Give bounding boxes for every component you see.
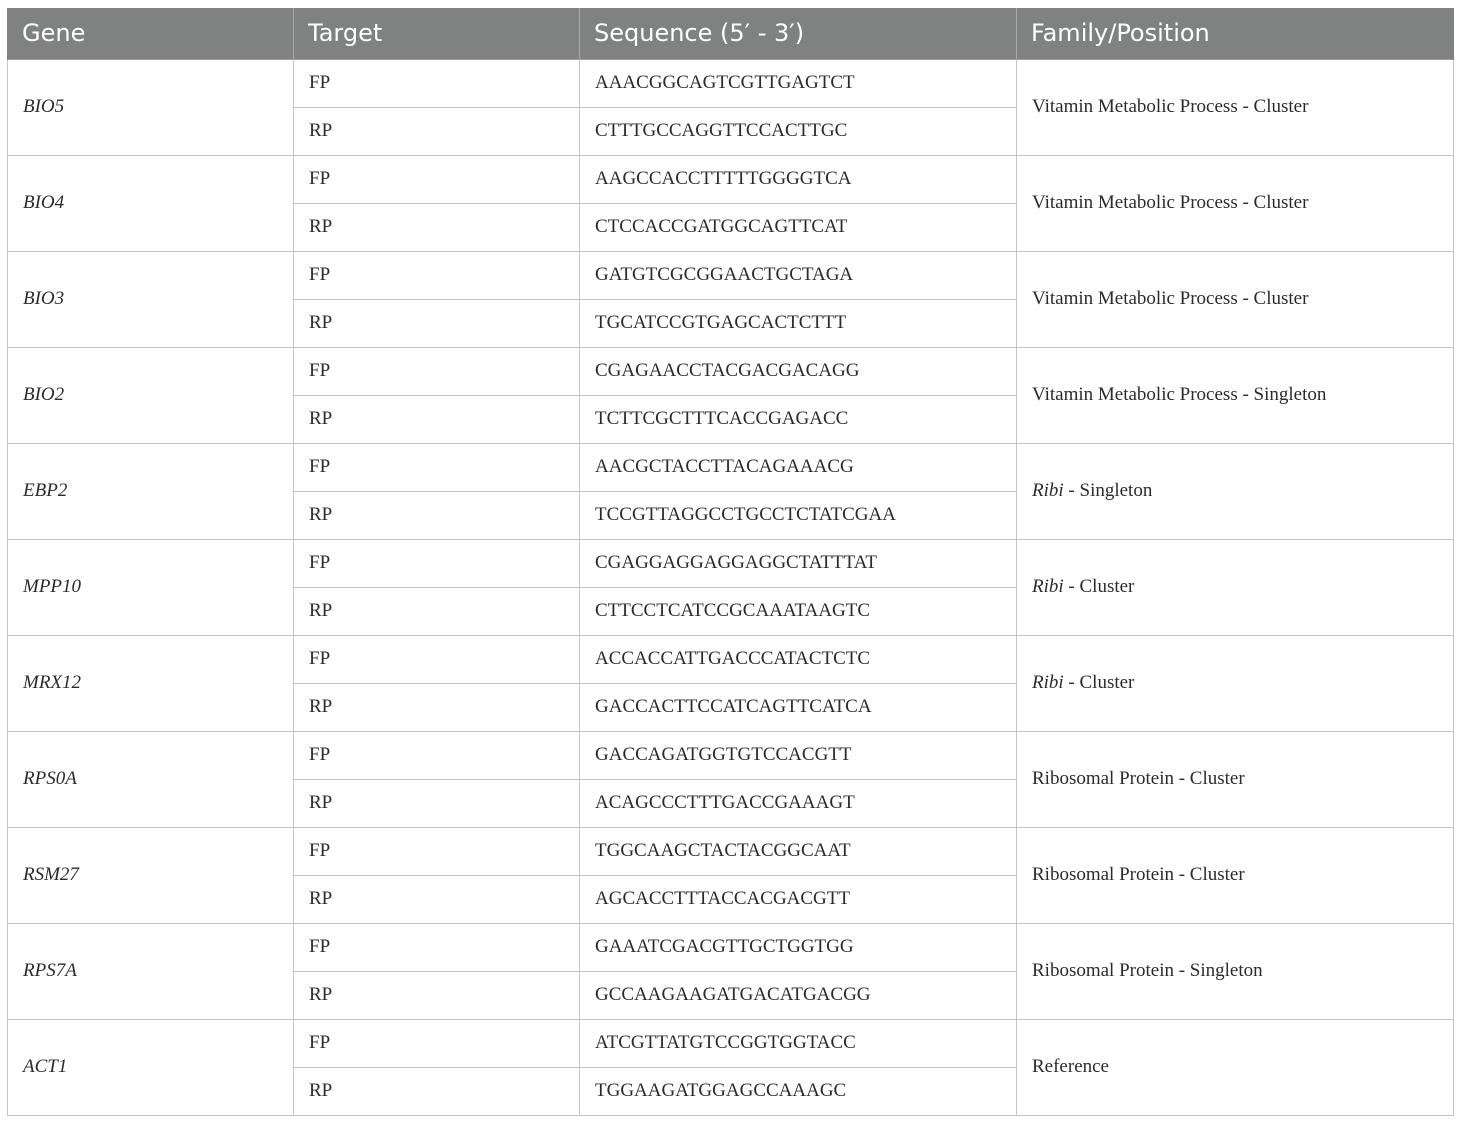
target-cell: FP xyxy=(294,539,580,587)
family-italic-text: Ribi xyxy=(1032,672,1064,693)
sequence-cell: CGAGGAGGAGGAGGCTATTTAT xyxy=(580,539,1017,587)
sequence-cell: GCCAAGAAGATGACATGACGG xyxy=(580,971,1017,1019)
family-position-cell xyxy=(1017,923,1454,1019)
header-sequence: Sequence (5′ - 3′) xyxy=(580,8,1017,59)
family-text: Ribosomal Protein - Cluster xyxy=(1032,864,1245,885)
sequence-cell: TGCATCCGTGAGCACTCTTT xyxy=(580,299,1017,347)
target-cell: RP xyxy=(294,107,580,155)
family-text: Ribosomal Protein - Singleton xyxy=(1032,960,1263,981)
family-position-cell xyxy=(1017,155,1454,251)
target-cell: RP xyxy=(294,1067,580,1115)
gene-cell: RSM27 xyxy=(8,827,294,923)
table-header xyxy=(8,8,1454,59)
sequence-cell: CGAGAACCTACGACGACAGG xyxy=(580,347,1017,395)
table-row-fp xyxy=(8,59,1454,107)
target-cell: RP xyxy=(294,299,580,347)
family-position-cell xyxy=(1017,59,1454,155)
sequence-cell: CTTCCTCATCCGCAAATAAGTC xyxy=(580,587,1017,635)
sequence-cell: CTCCACCGATGGCAGTTCAT xyxy=(580,203,1017,251)
table-row-fp xyxy=(8,827,1454,875)
family-position-cell xyxy=(1017,635,1454,731)
header-target: Target xyxy=(294,8,580,59)
header-row xyxy=(8,8,1454,59)
family-position-cell xyxy=(1017,347,1454,443)
family-italic-text: Ribi xyxy=(1032,480,1064,501)
table-row-fp xyxy=(8,347,1454,395)
target-cell: FP xyxy=(294,59,580,107)
family-position-cell xyxy=(1017,443,1454,539)
table-row-fp xyxy=(8,251,1454,299)
table-row-fp xyxy=(8,923,1454,971)
gene-cell: MRX12 xyxy=(8,635,294,731)
sequence-cell: GACCACTTCCATCAGTTCATCA xyxy=(580,683,1017,731)
gene-cell: BIO2 xyxy=(8,347,294,443)
target-cell: RP xyxy=(294,203,580,251)
sequence-cell: TGGCAAGCTACTACGGCAAT xyxy=(580,827,1017,875)
family-position-cell xyxy=(1017,827,1454,923)
primer-table xyxy=(7,8,1454,1116)
target-cell: FP xyxy=(294,731,580,779)
table-row-fp xyxy=(8,731,1454,779)
sequence-cell: GAAATCGACGTTGCTGGTGG xyxy=(580,923,1017,971)
gene-cell: BIO5 xyxy=(8,59,294,155)
gene-cell: BIO3 xyxy=(8,251,294,347)
sequence-cell: GATGTCGCGGAACTGCTAGA xyxy=(580,251,1017,299)
table-row-fp xyxy=(8,443,1454,491)
target-cell: RP xyxy=(294,875,580,923)
family-text: - Singleton xyxy=(1063,480,1153,501)
table-row-fp xyxy=(8,635,1454,683)
gene-cell: RPS7A xyxy=(8,923,294,1019)
family-position-cell xyxy=(1017,1019,1454,1115)
target-cell: RP xyxy=(294,971,580,1019)
family-text: Vitamin Metabolic Process - Cluster xyxy=(1032,192,1309,213)
target-cell: FP xyxy=(294,827,580,875)
target-cell: RP xyxy=(294,683,580,731)
sequence-cell: ACAGCCCTTTGACCGAAAGT xyxy=(580,779,1017,827)
family-text: Vitamin Metabolic Process - Singleton xyxy=(1032,384,1327,405)
family-text: Ribosomal Protein - Cluster xyxy=(1032,768,1245,789)
header-gene: Gene xyxy=(8,8,294,59)
target-cell: RP xyxy=(294,395,580,443)
table-row-fp xyxy=(8,155,1454,203)
target-cell: RP xyxy=(294,587,580,635)
target-cell: FP xyxy=(294,443,580,491)
family-text: - Cluster xyxy=(1063,672,1135,693)
family-position-cell xyxy=(1017,731,1454,827)
gene-cell: ACT1 xyxy=(8,1019,294,1115)
sequence-cell: ATCGTTATGTCCGGTGGTACC xyxy=(580,1019,1017,1067)
target-cell: FP xyxy=(294,251,580,299)
target-cell: FP xyxy=(294,635,580,683)
table-row-fp xyxy=(8,539,1454,587)
family-position-cell xyxy=(1017,251,1454,347)
gene-cell: MPP10 xyxy=(8,539,294,635)
target-cell: FP xyxy=(294,1019,580,1067)
target-cell: FP xyxy=(294,347,580,395)
target-cell: FP xyxy=(294,155,580,203)
sequence-cell: GACCAGATGGTGTCCACGTT xyxy=(580,731,1017,779)
target-cell: FP xyxy=(294,923,580,971)
gene-cell: EBP2 xyxy=(8,443,294,539)
sequence-cell: TCTTCGCTTTCACCGAGACC xyxy=(580,395,1017,443)
sequence-cell: AAGCCACCTTTTTGGGGTCA xyxy=(580,155,1017,203)
family-italic-text: Ribi xyxy=(1032,576,1064,597)
family-text: Reference xyxy=(1032,1056,1109,1077)
sequence-cell: TCCGTTAGGCCTGCCTCTATCGAA xyxy=(580,491,1017,539)
gene-cell: RPS0A xyxy=(8,731,294,827)
table-body xyxy=(8,59,1454,1115)
target-cell: RP xyxy=(294,779,580,827)
family-text: Vitamin Metabolic Process - Cluster xyxy=(1032,96,1309,117)
sequence-cell: ACCACCATTGACCCATACTCTC xyxy=(580,635,1017,683)
header-family-position: Family/Position xyxy=(1017,8,1454,59)
sequence-cell: AACGCTACCTTACAGAAACG xyxy=(580,443,1017,491)
family-text: - Cluster xyxy=(1063,576,1135,597)
gene-cell: BIO4 xyxy=(8,155,294,251)
sequence-cell: AAACGGCAGTCGTTGAGTCT xyxy=(580,59,1017,107)
family-position-cell xyxy=(1017,539,1454,635)
target-cell: RP xyxy=(294,491,580,539)
sequence-cell: AGCACCTTTACCACGACGTT xyxy=(580,875,1017,923)
sequence-cell: CTTTGCCAGGTTCCACTTGC xyxy=(580,107,1017,155)
sequence-cell: TGGAAGATGGAGCCAAAGC xyxy=(580,1067,1017,1115)
family-text: Vitamin Metabolic Process - Cluster xyxy=(1032,288,1309,309)
table-row-fp xyxy=(8,1019,1454,1067)
